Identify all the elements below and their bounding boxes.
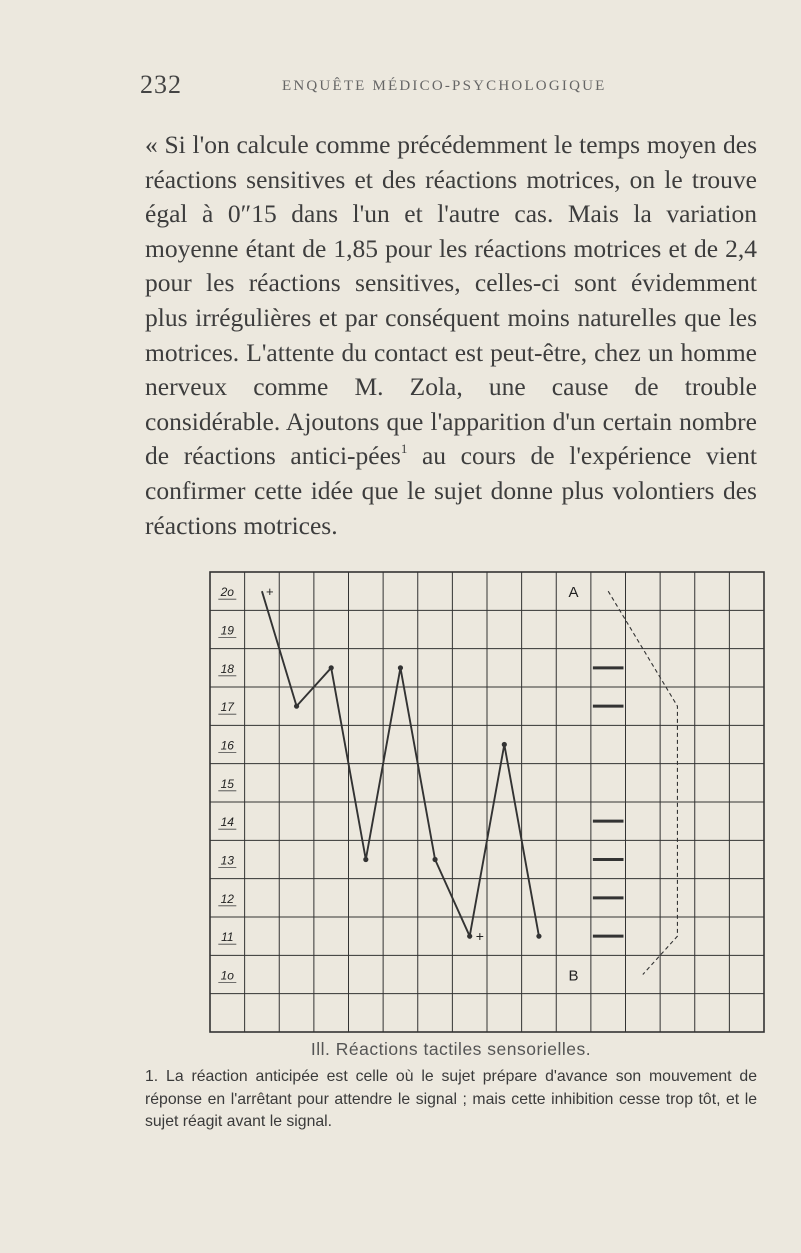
marker-label-b: B (568, 967, 579, 985)
y-tick-label: 15 (220, 776, 234, 791)
footnote: 1. La réaction anticipée est celle où le sujet prépare d'avance son mouvement de réponse en l'arrêtant pour attendre le signal ; mais cette inhibition cesse trop tôt, et le sujet réagit avant le signal. (145, 1068, 757, 1130)
y-tick-label: 14 (220, 815, 234, 830)
chart-svg (206, 568, 768, 1036)
series-point (467, 934, 472, 939)
marker-plus-bottom: + (475, 928, 484, 945)
y-tick-label: 13 (220, 853, 234, 868)
y-tick-label: 18 (220, 661, 234, 676)
page-header (140, 70, 760, 100)
y-tick-label: 19 (220, 623, 234, 638)
series-point (502, 742, 507, 747)
y-tick-label: 1o (220, 968, 234, 983)
y-tick-label: 2o (220, 585, 234, 600)
marker-label-a: A (568, 584, 579, 602)
series-point (432, 857, 437, 862)
y-tick-label: 17 (220, 700, 234, 715)
y-tick-label: 16 (220, 738, 234, 753)
reaction-chart (206, 568, 768, 1036)
y-tick-label: 11 (221, 930, 234, 945)
marker-plus-top: + (265, 584, 274, 600)
paragraph-text-after: au cours de l'expérience vient confirmer cette idée que le sujet donne plus volontiers des réactions motrices. (145, 441, 757, 540)
figure-caption: Ill. Réactions tactiles sensorielles. (310, 1039, 592, 1059)
paragraph-text-before: « Si l'on calcule comme précédemment le temps moyen des réactions sensitives et des réactions motrices, on le trouve égal à 0″15 dans l'un et l'autre cas. Mais la variation moyenne étant de 1,85 pour les réactions motrices et de 2,4 pour les réactions sensitives, celles-ci sont évidemment plus irrégulières et par conséquent moins naturelles que les motrices. L'attente du contact est peut-être, chez un homme nerveux comme M. Zola, une cause de trouble considérable. Ajoutons que l'apparition d'un certain nombre de réactions antici-pées (145, 130, 757, 471)
series-point (536, 934, 541, 939)
series-point (398, 665, 403, 670)
footnote-reference[interactable]: 1 (400, 441, 408, 457)
y-tick-label: 12 (220, 891, 234, 906)
series-point (329, 665, 334, 670)
body-paragraph (145, 128, 757, 543)
page-number: 232 (140, 70, 182, 99)
running-title: ENQUÊTE MÉDICO-PSYCHOLOGIQUE (282, 78, 607, 94)
series-point (363, 857, 368, 862)
series-point (294, 704, 299, 709)
